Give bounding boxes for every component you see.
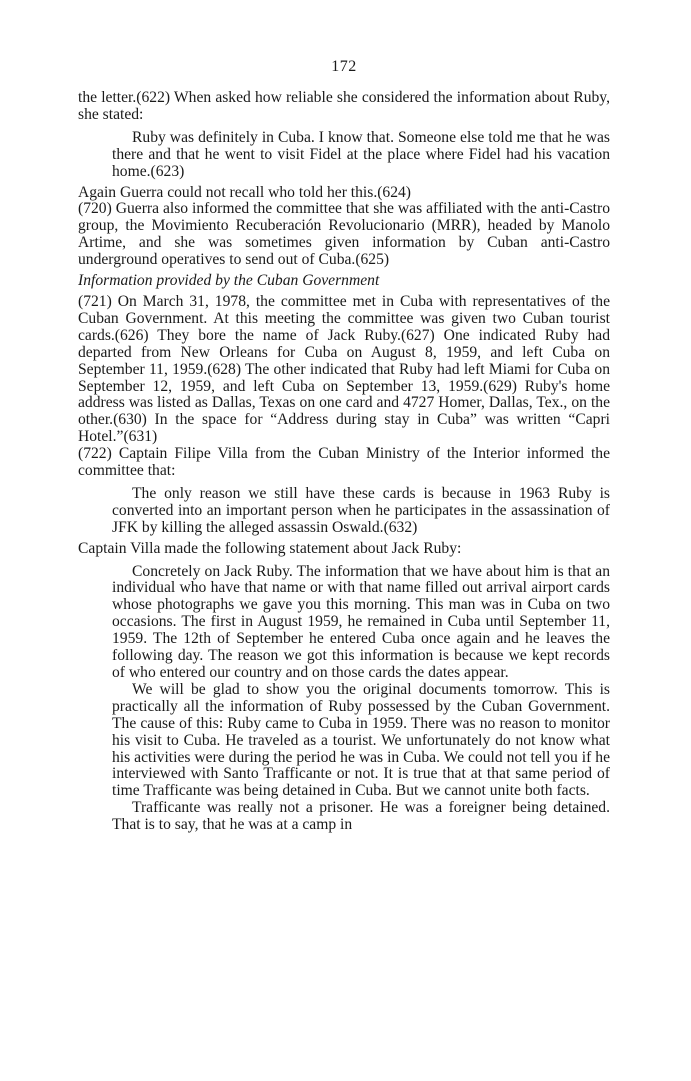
paragraph-721: (721) On March 31, 1978, the committee met in Cuba with representatives of the Cuban Government. At this meeting the committee was given two Cuban tourist cards.(626) They bore the name of Jack Ruby.(627) One indicated Ruby had departed from New Orleans for Cuba on August 8, 1959, and left Cuba on September 11, 1959.(628) The other indicated that Ruby had left Miami for Cuba on September 12, 1959, and left Cuba on September 13, 1959.(629) Ruby's home address was listed as Dallas, Texas on one card and 4727 Homer, Dallas, Tex., on the other.(630) In the space for “Address during stay in Cuba” was written “Capri Hotel.”(631) [78,292,610,446]
block-quote-villa-1: Concretely on Jack Ruby. The information that we have about him is that an individual who have that name or with that name filled out arrival airport cards whose photographs we gave you this morning. This man was in Cuba on two occasions. The first in August 1959, he remained in Cuba until September 11, 1959. The 12th of September he entered Cuba once again and he leaves the following day. The reason we got this information is because we kept records of who entered our country and on those cards the dates appear. [112,562,610,681]
paragraph-guerra-recall: Again Guerra could not recall who told her this.(624) [78,183,412,201]
block-quote-villa-cards: The only reason we still have these cards is because in 1963 Ruby is converted into an important person when he participates in the assassination of JFK by killing the alleged assassin Oswald.(632) [112,484,610,536]
block-quote-villa-2: We will be glad to show you the original documents tomorrow. This is practically all the information of Ruby possessed by the Cuban Government. The cause of this: Ruby came to Cuba in 1959. There was no reason to monitor his visit to Cuba. He traveled as a tourist. We unfortunately do not know what his activities were during the period he was in Cuba. We could not tell you if he interviewed with Santo Trafficante or not. It is true that at that same period of time Trafficante was being detained in Cuba. But we cannot unite both facts. [112,680,610,800]
block-quote-villa-3: Trafficante was really not a prisoner. He was a foreigner being detained. That is to say, that he was at a camp in [112,799,610,834]
paragraph-722: (722) Captain Filipe Villa from the Cuban Ministry of the Interior informed the committee that: [78,445,610,480]
document-page [78,58,610,834]
paragraph-villa-statement: Captain Villa made the following statement about Jack Ruby: [78,539,462,557]
paragraph-720: (720) Guerra also informed the committee that she was affiliated with the anti-Castro group, the Movimiento Recuberación Revolucionario (MRR), headed by Manolo Artime, and she was sometimes given information by Cuban anti-Castro underground operatives to send out of Cuba.(625) [78,200,610,269]
section-heading-cuban-government: Information provided by the Cuban Government [78,272,380,290]
paragraph-letter-continuation: the letter.(622) When asked how reliable she considered the information about Ruby, she stated: [78,89,610,123]
page-number: 172 [331,58,357,75]
block-quote-guerra: Ruby was definitely in Cuba. I know that. Someone else told me that he was there and that he went to visit Fidel at the place where Fidel had his vacation home.(623) [112,128,610,180]
